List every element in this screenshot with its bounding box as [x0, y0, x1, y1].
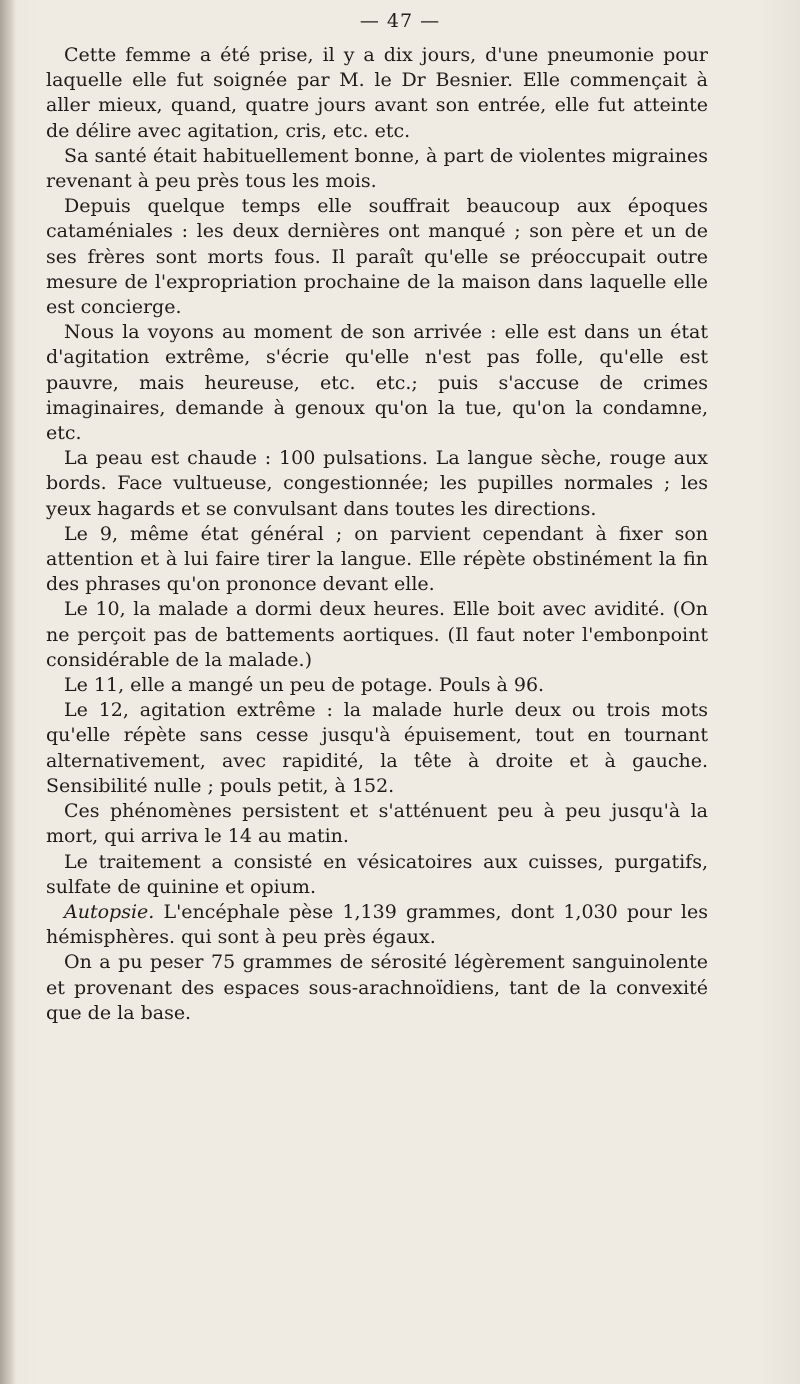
paragraph: Le 9, même état général ; on parvient cependant à fixer son attention et à lui faire tirer la langue. Elle répète obstinément la fin des phrases qu'on prononce devant elle. [46, 522, 708, 596]
paragraph: Sa santé était habituellement bonne, à part de violentes migraines revenant à peu près tous les mois. [46, 144, 708, 193]
paragraph: Le 12, agitation extrême : la malade hurle deux ou trois mots qu'elle répète sans cesse jusqu'à épuisement, tout en tournant alternativement, avec rapidité, la tête à droite et à gauche. Sensibilité nulle ; pouls petit, à 152. [46, 699, 708, 797]
paragraph: Nous la voyons au moment de son arrivée : elle est dans un état d'agitation extrême, s'écrie qu'elle n'est pas folle, qu'elle est pauvre, mais heureuse, etc. etc.; puis s'accuse de crimes imaginaires, demande à genoux qu'on la tue, qu'on la condamne, etc. [46, 321, 708, 445]
page-gutter [0, 0, 16, 1384]
autopsy-label: Autopsie. [64, 900, 155, 923]
paragraph: On a pu peser 75 grammes de sérosité légèrement sanguinolente et provenant des espaces sous-arachnoïdiens, tant de la convexité que de la base. [46, 951, 708, 1024]
paragraph: Le traitement a consisté en vésicatoires aux cuisses, purgatifs, sulfate de quinine et opium. [46, 850, 708, 898]
paragraph: La peau est chaude : 100 pulsations. La langue sèche, rouge aux bords. Face vultueuse, congestionnée; les pupilles normales ; les yeux hagards et se convulsant dans toutes les directions. [46, 447, 708, 520]
page-number: — 47 — [359, 10, 441, 32]
paragraph: Ces phénomènes persistent et s'atténuent peu à peu jusqu'à la mort, qui arriva le 14 au matin. [46, 800, 708, 848]
paragraph: Le 11, elle a mangé un peu de potage. Pouls à 96. [64, 674, 545, 697]
paragraph: Cette femme a été prise, il y a dix jours, d'une pneumonie pour laquelle elle fut soignée par M. le Dr Besnier. Elle commençait à aller mieux, quand, quatre jours avant son entrée, elle fut atteinte de délire avec agitation, cris, etc. etc. [46, 44, 708, 142]
paragraph: Le 10, la malade a dormi deux heures. Elle boit avec avidité. (On ne perçoit pas de battements aortiques. (Il faut noter l'embonpoint considérable de la malade.) [46, 598, 708, 671]
body-text [46, 43, 708, 1026]
autopsy-paragraph [46, 900, 708, 950]
paragraph: Depuis quelque temps elle souffrait beaucoup aux époques cataméniales : les deux dernières ont manqué ; son père et un de ses frères sont morts fous. Il paraît qu'elle se préoccupait outre mesure de l'expropriation prochaine de la maison dans laquelle elle est concierge. [46, 195, 708, 319]
autopsy-text: L'encéphale pèse 1,139 grammes, dont 1,030 pour les hémisphères. qui sont à peu près égaux. [46, 900, 709, 949]
